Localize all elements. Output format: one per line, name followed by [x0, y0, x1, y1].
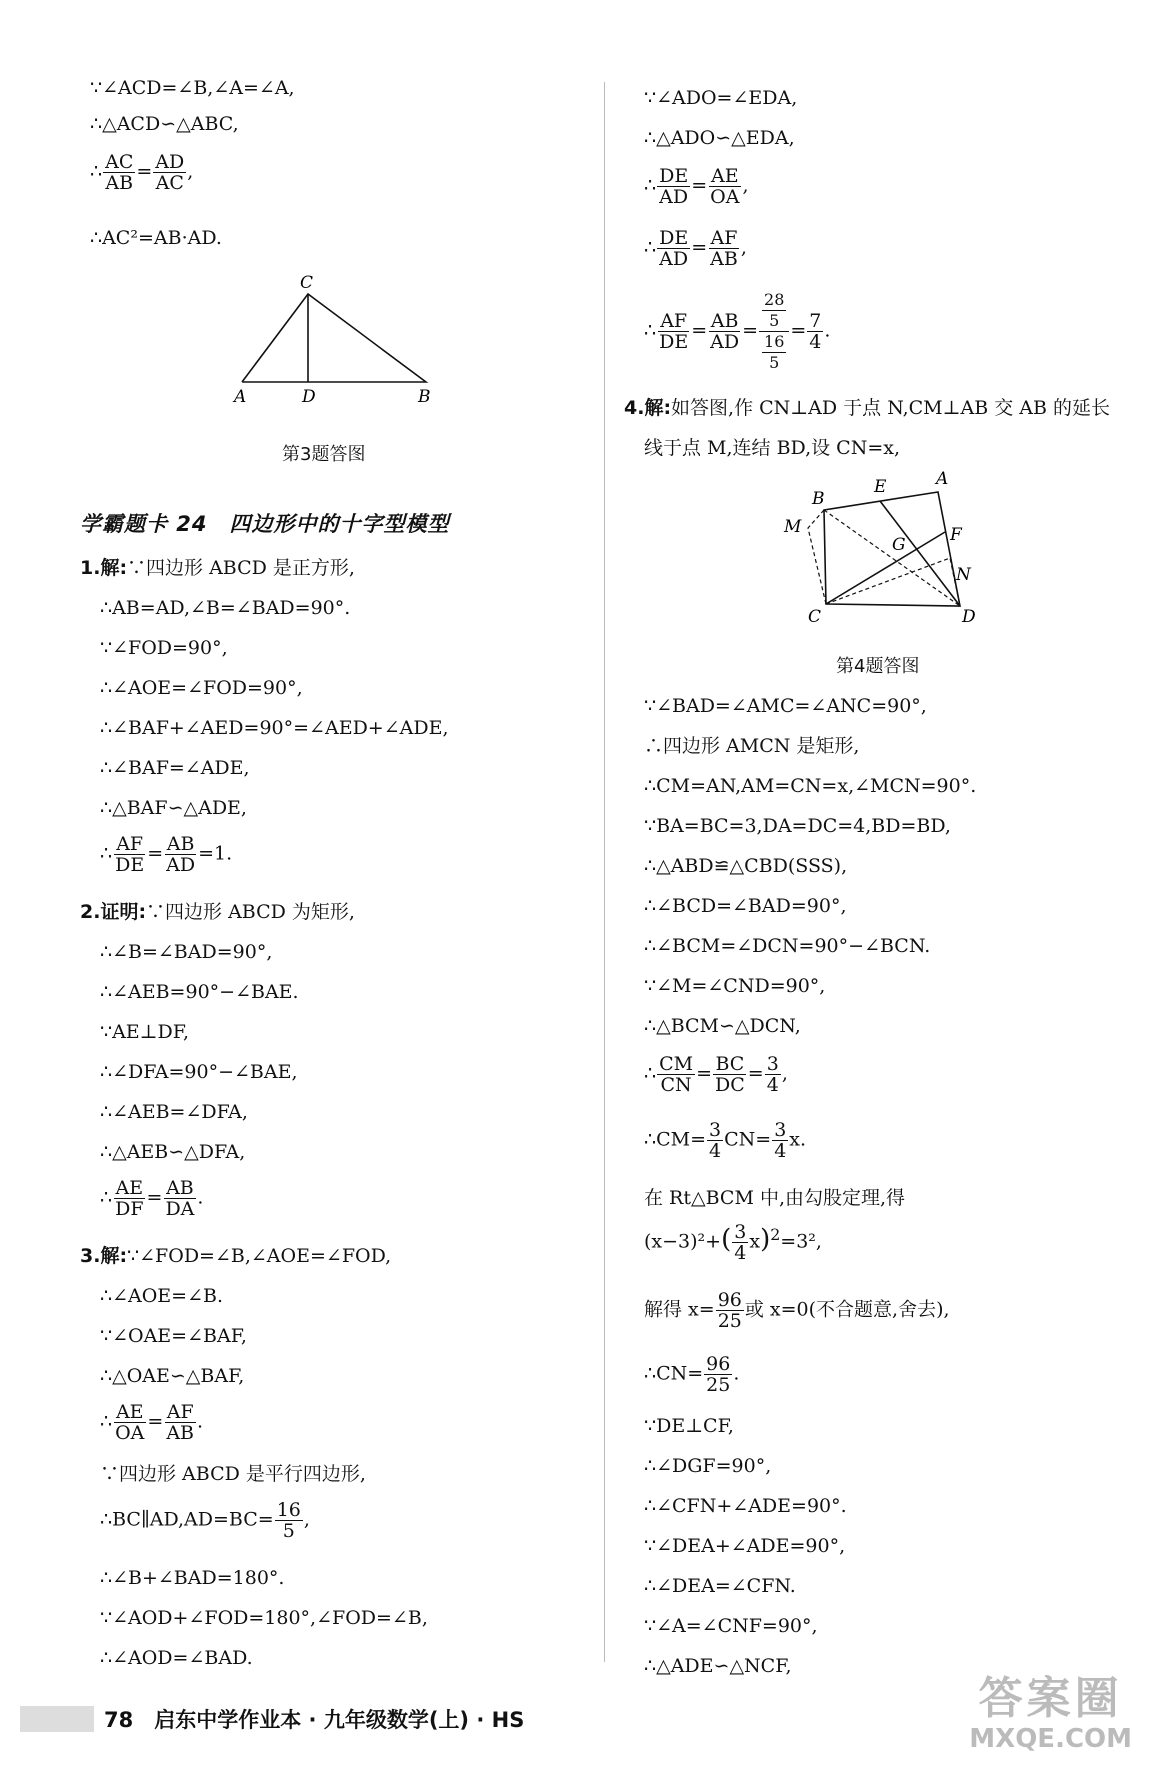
label-C: C — [300, 273, 314, 293]
q2-line: ∴∠AEB=90°−∠BAE. — [100, 981, 299, 1003]
left-line: ∴△ACD∽△ABC, — [90, 113, 239, 135]
q4-line: ∵∠A=∠CNF=90°, — [644, 1615, 818, 1637]
footer-text: 78 启东中学作业本 · 九年级数学(上) · HS — [104, 1708, 525, 1732]
q4-line: ∴△ABD≌△CBD(SSS), — [644, 855, 848, 877]
q1-line: ∴AB=AD,∠B=∠BAD=90°. — [100, 597, 351, 619]
q3-line: ∵四边形 ABCD 是平行四边形, — [100, 1463, 366, 1485]
label-G: G — [892, 535, 906, 555]
q2-line: ∴∠AEB=∠DFA, — [100, 1101, 248, 1123]
q4-line: ∴四边形 AMCN 是矩形, — [644, 735, 860, 757]
label-D: D — [962, 607, 976, 627]
q4-solve: 解得 x= $\frac{96}{25}$ 或 x=0(不合题意,舍去), — [644, 1289, 950, 1332]
figure-4-quadrilateral — [780, 470, 1000, 630]
label-F: F — [950, 525, 962, 545]
label-B: B — [812, 489, 825, 509]
label-D: D — [302, 387, 316, 407]
q4-equation: (x−3)²+( $\frac{3}{4}$ x)$^2$=3², — [644, 1221, 822, 1264]
fraction-line: ∴ $\frac{DE}{AD}$ = $\frac{AF}{AB}$ , — [644, 227, 747, 270]
q4-line: ∵BA=BC=3,DA=DC=4,BD=BD, — [644, 815, 951, 837]
q3-bc-line: ∴BC∥AD,AD=BC= $\frac{16}{5}$ , — [100, 1499, 310, 1542]
q3-line: ∴△OAE∽△BAF, — [100, 1365, 245, 1387]
q4-line: ∴∠DGF=90°, — [644, 1455, 772, 1477]
q3-line: ∵∠AOD+∠FOD=180°,∠FOD=∠B, — [100, 1607, 428, 1629]
right-line: ∴△ADO∽△EDA, — [644, 127, 795, 149]
q4-line: ∴CM=AN,AM=CN=x,∠MCN=90°. — [644, 775, 977, 797]
q2-line: ∴△AEB∽△DFA, — [100, 1141, 246, 1163]
label-N: N — [956, 565, 971, 585]
q4-line: ∴△BCM∽△DCN, — [644, 1015, 801, 1037]
left-line: ∵∠ACD=∠B,∠A=∠A, — [90, 77, 295, 99]
q4-line: ∴∠CFN+∠ADE=90°. — [644, 1495, 847, 1517]
right-line: ∵∠ADO=∠EDA, — [644, 87, 798, 109]
figure-3-triangle — [230, 272, 440, 412]
label-M: M — [784, 517, 802, 537]
question-1-first: 1.解:∵四边形 ABCD 是正方形, — [80, 557, 355, 579]
fraction-chain: ∴ $\frac{AF}{DE}$ = $\frac{AB}{AD}$ = $\frac{\frac{28}{5}}{\frac{16}{5}}$ = $\frac{7}{4}$ . — [644, 290, 831, 372]
label-C: C — [808, 607, 822, 627]
question-4-first: 4.解:如答图,作 CN⊥AD 于点 N,CM⊥AB 交 AB 的延长 — [624, 397, 1110, 419]
q3-fraction: ∴ $\frac{AE}{OA}$ = $\frac{AF}{AB}$ . — [100, 1401, 204, 1444]
q4-line: ∵∠DEA+∠ADE=90°, — [644, 1535, 846, 1557]
q1-line: ∴∠AOE=∠FOD=90°, — [100, 677, 303, 699]
q2-line: ∴∠DFA=90°−∠BAE, — [100, 1061, 298, 1083]
q1-line: ∴△BAF∽△ADE, — [100, 797, 247, 819]
q4-line: ∴∠BCD=∠BAD=90°, — [644, 895, 847, 917]
q4-line: ∴△ADE∽△NCF, — [644, 1655, 792, 1677]
left-line: ∴AC²=AB·AD. — [90, 227, 222, 249]
q1-fraction: ∴ $\frac{AF}{DE}$ = $\frac{AB}{AD}$ =1. — [100, 833, 233, 876]
label-A: A — [234, 387, 247, 407]
q3-line: ∴∠AOE=∠B. — [100, 1285, 224, 1307]
q4-line: 线于点 M,连结 BD,设 CN=x, — [644, 437, 901, 459]
question-2-first: 2.证明:∵四边形 ABCD 为矩形, — [80, 901, 355, 923]
q2-fraction: ∴ $\frac{AE}{DF}$ = $\frac{AB}{DA}$ . — [100, 1177, 204, 1220]
label-B: B — [418, 387, 431, 407]
fraction-line: ∴ $\frac{DE}{AD}$ = $\frac{AE}{OA}$ , — [644, 165, 749, 208]
q4-fraction-cm: ∴ $\frac{CM}{CN}$ = $\frac{BC}{DC}$ = $\frac{3}{4}$ , — [644, 1053, 788, 1096]
label-A: A — [936, 470, 949, 489]
fraction-line: ∴ $\frac{AC}{AB}$ = $\frac{AD}{AC}$ , — [90, 151, 194, 194]
watermark: 答案圈 MXQE.COM — [969, 1673, 1132, 1754]
q3-line: ∴∠B+∠BAD=180°. — [100, 1567, 285, 1589]
q4-line: ∵∠BAD=∠AMC=∠ANC=90°, — [644, 695, 927, 717]
question-3-first: 3.解:∵∠FOD=∠B,∠AOE=∠FOD, — [80, 1245, 392, 1267]
q4-line: ∴∠DEA=∠CFN. — [644, 1575, 796, 1597]
q3-line: ∴∠AOD=∠BAD. — [100, 1647, 253, 1669]
q4-line: ∴∠BCM=∠DCN=90°−∠BCN. — [644, 935, 931, 957]
q2-line: ∵AE⊥DF, — [100, 1021, 190, 1043]
q1-line: ∴∠BAF=∠ADE, — [100, 757, 250, 779]
q4-line: 在 Rt△BCM 中,由勾股定理,得 — [644, 1187, 906, 1209]
q1-line: ∴∠BAF+∠AED=90°=∠AED+∠ADE, — [100, 717, 449, 739]
q1-line: ∵∠FOD=90°, — [100, 637, 228, 659]
figure-4-caption: 第4题答图 — [836, 656, 920, 677]
q2-line: ∴∠B=∠BAD=90°, — [100, 941, 273, 963]
label-E: E — [874, 477, 887, 497]
q4-line: ∵∠M=∠CND=90°, — [644, 975, 826, 997]
q4-cn: ∴CN= $\frac{96}{25}$ . — [644, 1353, 740, 1396]
q4-cm-line: ∴CM= $\frac{3}{4}$ CN= $\frac{3}{4}$ x. — [644, 1119, 807, 1162]
q4-line: ∵DE⊥CF, — [644, 1415, 734, 1437]
section-title: 学霸题卡 24 四边形中的十字型模型 — [80, 512, 450, 536]
figure-3-caption: 第3题答图 — [282, 444, 366, 465]
column-divider — [604, 82, 605, 1662]
q3-line: ∵∠OAE=∠BAF, — [100, 1325, 247, 1347]
footer-bar — [20, 1706, 94, 1732]
